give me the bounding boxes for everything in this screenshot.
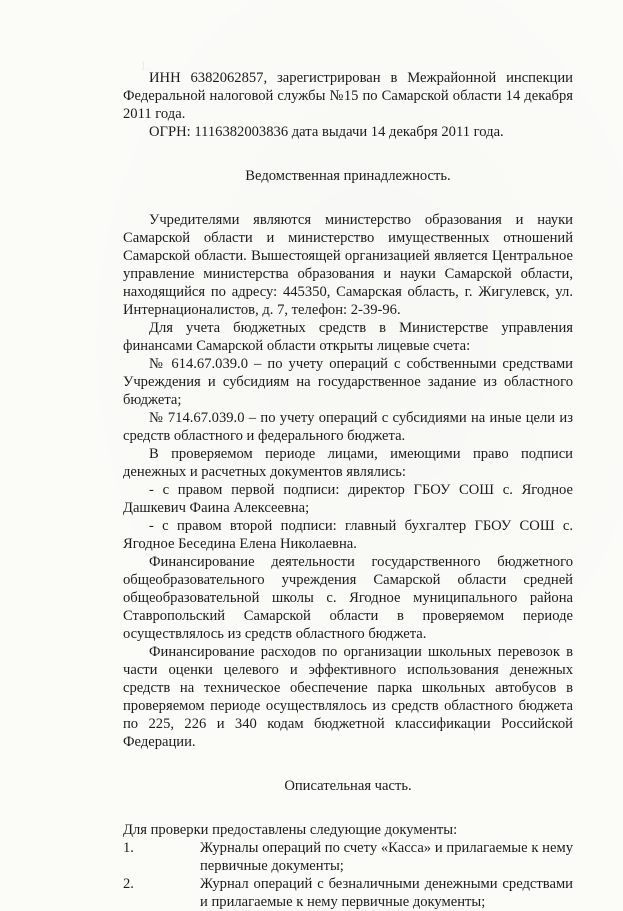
signer-first: - с правом первой подписи: директор ГБОУ СОШ с. Ягодное Дашкевич Фаина Алексеевна; (123, 482, 573, 516)
list-item-text: Журнал операций с безналичными денежными средствами и прилагаемые к нему первичные документы; (200, 876, 573, 910)
documents-list (123, 839, 573, 911)
documents-intro: Для проверки предоставлены следующие документы: (123, 822, 458, 838)
list-item-text: Журналы операций по счету «Касса» и прилагаемые к нему первичные документы; (200, 840, 573, 874)
account-1: № 614.67.039.0 – по учету операций с собственными средствами Учреждения и субсидиям на государственное задание из областного бюджета; (123, 356, 573, 408)
list-item (123, 875, 573, 911)
section-affiliation-title: Ведомственная принадлежность. (245, 168, 451, 184)
list-item (123, 839, 573, 875)
signers-intro: В проверяемом периоде лицами, имеющими право подписи денежных и расчетных документов являлись: (123, 446, 573, 480)
reverse-side-bleed: 1. (140, 58, 358, 73)
inn-line: ИНН 6382062857, зарегистрирован в Межрайонной инспекции Федеральной налоговой службы №15 по Самарской области 14 декабря 2011 года. (123, 70, 573, 122)
founders-paragraph: Учредителями являются министерство образования и науки Самарской области и министерство имущественных отношений Самарской области. Вышестоящей организацией является Центральное управление министерства образования и науки Самарской области, находящийся по адресу: 445350, Самарская область, г. Жигулевск, ул. Интернационалистов, д. 7, телефон: 2-39-96. (123, 212, 573, 318)
list-item-number: 2. (123, 876, 134, 892)
section-descriptive-title: Описательная часть. (284, 778, 412, 794)
transport-paragraph: Финансирование расходов по организации школьных перевозок в части оценки целевого и эффективного использования денежных средств на техническое обеспечение парка школьных автобусов в проверяемом периоде осуществлялось из средств областного бюджета по 225, 226 и 340 кодам бюджетной классификации Российской Федерации. (123, 644, 573, 750)
accounts-intro: Для учета бюджетных средств в Министерстве управления финансами Самарской области открыты лицевые счета: (123, 320, 573, 354)
document-body (123, 69, 573, 911)
signer-second: - с правом второй подписи: главный бухгалтер ГБОУ СОШ с. Ягодное Беседина Елена Николаевна. (123, 518, 573, 552)
account-2: № 714.67.039.0 – по учету операций с субсидиями на иные цели из средств областного и федерального бюджета. (123, 410, 573, 444)
financing-paragraph: Финансирование деятельности государственного бюджетного общеобразовательного учреждения Самарской области средней общеобразовательной школы с. Ягодное муниципального района Ставропольский Самарской области в проверяемом периоде осуществлялось из средств областного бюджета. (123, 554, 573, 642)
list-item-number: 1. (123, 840, 134, 856)
ogrn-line: ОГРН: 1116382003836 дата выдачи 14 декабря 2011 года. (149, 124, 504, 140)
